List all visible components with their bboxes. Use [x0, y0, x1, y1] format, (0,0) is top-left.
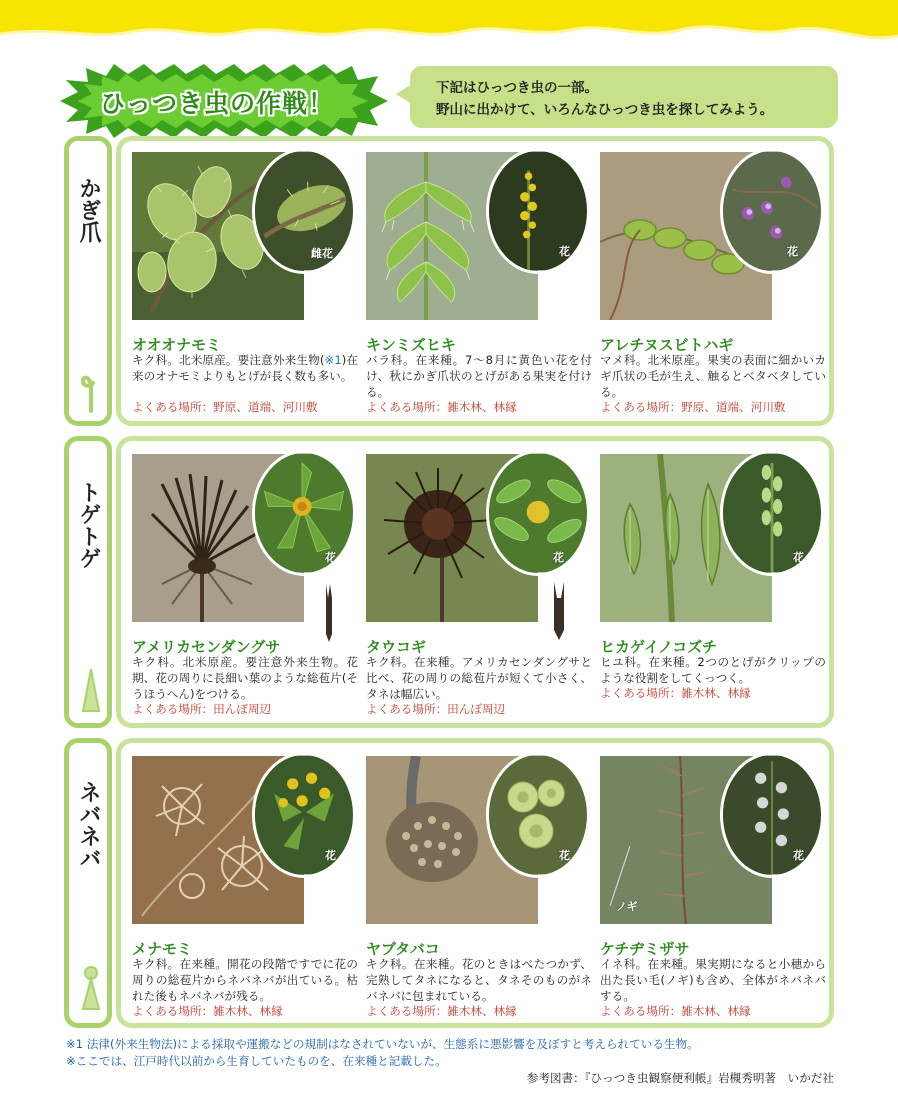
plant-description: キク科。在来種。開花の段階ですでに花の周りの総苞片からネバネバが出ている。枯れた後もネバネバが残る。	[132, 957, 358, 1003]
inset-label: 雌花	[311, 247, 333, 260]
page-title: ひっつき虫の作戦！	[100, 89, 335, 118]
flower-inset	[720, 450, 824, 576]
plant-name: ヒカゲイノコズチ	[600, 638, 718, 656]
inset-label: 花	[325, 849, 336, 862]
section-tab-thorn	[64, 436, 112, 728]
plant-habitat: よくある場所：野原、道端、河川敷	[600, 400, 786, 414]
plant-habitat: よくある場所：雑木林、林縁	[366, 400, 517, 414]
reference-book: 参考図書：『ひっつき虫観察便利帳』岩槻秀明著 いかだ社	[526, 1071, 834, 1085]
plant-card-kinmizuhiki	[366, 152, 590, 437]
inset-label: 花	[325, 551, 336, 564]
plant-card-hikageinokozuchi	[600, 454, 824, 739]
footnote-2: ※ここでは、江戸時代以前から生育していたものを、在来種と記載した。	[66, 1054, 447, 1068]
plant-description: マメ科。北米原産。果実の表面に細かいカギ爪状の毛が生え、触るとベタベタしている。	[600, 353, 826, 399]
plant-card-arechinusubitohagi	[600, 152, 824, 437]
flower-inset	[720, 752, 824, 878]
section-tab-sticky	[64, 738, 112, 1028]
plant-habitat: よくある場所：雑木林、林縁	[132, 1004, 283, 1018]
flower-inset	[252, 450, 356, 576]
plant-card-americasendangusa	[132, 454, 356, 739]
plant-habitat: よくある場所：雑木林、林縁	[366, 1004, 517, 1018]
plant-habitat: よくある場所：野原、道端、河川敷	[132, 400, 318, 414]
plant-card-kechijimizasa	[600, 756, 824, 1041]
plant-description: キク科。北米原産。要注意外来生物(※1)在来のオナモミよりもとげが長く数も多い。	[132, 353, 358, 383]
plant-name: メナモミ	[132, 940, 193, 958]
footnote-1: ※1 法律(外来生物法)による採取や運搬などの規制はなされていないが、生態系に悪影響を及ぼすと考えられている生物。	[66, 1037, 699, 1051]
plant-name: ケチヂミザサ	[600, 940, 690, 958]
intro-line-2: 野山に出かけて、いろんなひっつき虫を探してみよう。	[436, 102, 774, 118]
plant-description: イネ科。在来種。果実期になると小穂から出た長い毛(ノギ)も含め、全体がネバネバする。	[600, 957, 826, 1003]
inset-label: 花	[787, 245, 798, 258]
plant-description: キク科。在来種。花のときはべたつかず、完熟してタネになると、タネそのものがネバネバに包まれている。	[366, 957, 592, 1003]
flower-inset	[720, 148, 824, 274]
inset-label: 花	[559, 849, 570, 862]
inset-label: 花	[553, 551, 564, 564]
plant-name: キンミズヒキ	[366, 336, 456, 354]
plant-name: オオオナモミ	[132, 336, 222, 354]
plant-card-taukogi	[366, 454, 590, 739]
plant-description: キク科。北米原産。要注意外来生物。花期、花の周りに長細い葉のような総苞片(そうほうへん)をつける。	[132, 655, 358, 701]
plant-name: アレチヌスビトハギ	[600, 336, 734, 354]
inset-label: 花	[793, 849, 804, 862]
plant-habitat: よくある場所：雑木林、林縁	[600, 686, 751, 700]
plant-name: ヤブタバコ	[366, 940, 440, 958]
section-label-thorn: トゲトゲ	[76, 481, 101, 569]
flower-inset	[486, 148, 590, 274]
footnote-ref: ※1	[324, 353, 342, 367]
plant-description: バラ科。在来種。7～8月に黄色い花を付け、秋にかぎ爪状のとげがある果実を付ける。	[366, 353, 592, 399]
hook-icon	[79, 367, 103, 413]
plant-description: ヒユ科。在来種。2つのとげがクリップのような役割をしてくっつく。	[600, 655, 826, 685]
plant-card-yabutabako	[366, 756, 590, 1041]
inset-label: 花	[793, 551, 804, 564]
flower-inset	[252, 752, 356, 878]
section-tab-hook	[64, 136, 112, 426]
flower-inset	[486, 450, 590, 576]
plant-card-oonamomi	[132, 152, 356, 437]
plant-habitat: よくある場所：雑木林、林縁	[600, 1004, 751, 1018]
top-wave-decoration	[0, 0, 898, 60]
plant-description: キク科。在来種。アメリカセンダングサと比べ、花の周りの総苞片が短くて小さく、タネは幅広い。	[366, 655, 592, 701]
section-label-hook: かぎ爪	[76, 177, 101, 243]
sticky-icon	[79, 965, 103, 1011]
inset-label: 花	[559, 245, 570, 258]
section-label-sticky: ネバネバ	[76, 781, 101, 869]
plant-habitat: よくある場所：田んぼ周辺	[366, 702, 506, 716]
intro-line-1: 下記はひっつき虫の一部。	[436, 80, 598, 96]
seed-illustration	[322, 584, 336, 644]
flower-inset	[486, 752, 590, 878]
plant-habitat: よくある場所：田んぼ周辺	[132, 702, 272, 716]
thorn-icon	[79, 667, 103, 713]
plant-name: タウコギ	[366, 638, 427, 656]
seed-illustration	[552, 582, 566, 642]
plant-card-menamomi	[132, 756, 356, 1041]
plant-name: アメリカセンダングサ	[132, 638, 281, 656]
flower-inset	[252, 148, 356, 274]
photo-label: ノギ	[616, 900, 638, 913]
